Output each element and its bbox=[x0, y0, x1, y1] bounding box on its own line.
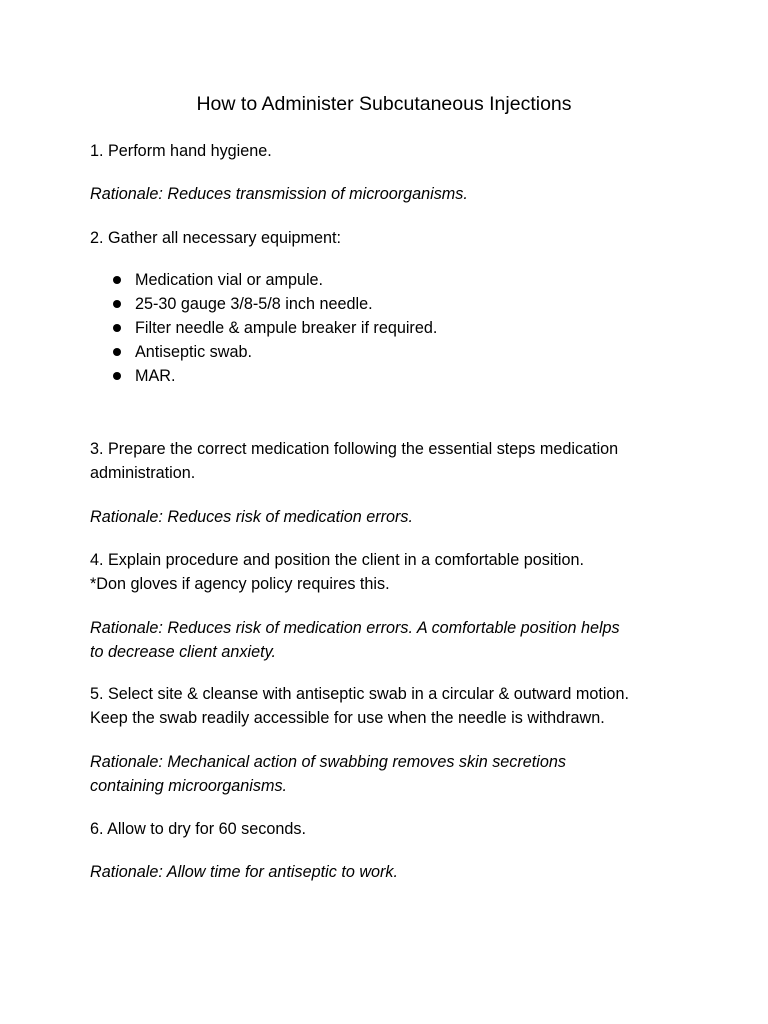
bullet-icon bbox=[113, 300, 121, 308]
list-item bbox=[110, 316, 437, 340]
step-3-line-2: administration. bbox=[90, 464, 196, 482]
rationale-1: Rationale: Reduces transmission of microorganisms. bbox=[90, 185, 468, 203]
step-3-line-1: 3. Prepare the correct medication following the essential steps medication bbox=[90, 440, 619, 458]
rationale-5-line-2: containing microorganisms. bbox=[90, 777, 288, 795]
step-4 bbox=[90, 548, 690, 596]
step-1: 1. Perform hand hygiene. bbox=[90, 142, 272, 160]
rationale-4 bbox=[90, 616, 690, 664]
rationale-6: Rationale: Allow time for antiseptic to work. bbox=[90, 863, 398, 881]
step-4-line-2: *Don gloves if agency policy requires this. bbox=[90, 575, 390, 593]
list-item-text: Antiseptic swab. bbox=[135, 343, 252, 361]
document-title: How to Administer Subcutaneous Injections bbox=[196, 93, 572, 115]
list-item-text: Medication vial or ampule. bbox=[135, 271, 324, 289]
list-item-text: 25-30 gauge 3/8-5/8 inch needle. bbox=[135, 295, 373, 313]
step-4-line-1: 4. Explain procedure and position the client in a comfortable position. bbox=[90, 551, 585, 569]
step-3 bbox=[90, 437, 690, 485]
bullet-icon bbox=[113, 348, 121, 356]
bullet-icon bbox=[113, 324, 121, 332]
rationale-4-line-2: to decrease client anxiety. bbox=[90, 643, 276, 661]
rationale-4-line-1: Rationale: Reduces risk of medication errors. A comfortable position helps bbox=[90, 619, 620, 637]
bullet-icon bbox=[113, 276, 121, 284]
list-item bbox=[110, 292, 437, 316]
bullet-icon bbox=[113, 372, 121, 380]
list-item bbox=[110, 364, 437, 388]
rationale-3: Rationale: Reduces risk of medication errors. bbox=[90, 508, 413, 526]
rationale-5-line-1: Rationale: Mechanical action of swabbing removes skin secretions bbox=[90, 753, 566, 771]
rationale-5 bbox=[90, 750, 690, 798]
step-5 bbox=[90, 682, 690, 730]
step-5-line-1: 5. Select site & cleanse with antiseptic swab in a circular & outward motion. bbox=[90, 685, 629, 703]
step-5-line-2: Keep the swab readily accessible for use when the needle is withdrawn. bbox=[90, 709, 605, 727]
list-item bbox=[110, 268, 437, 292]
list-item-text: Filter needle & ampule breaker if required. bbox=[135, 319, 438, 337]
list-item bbox=[110, 340, 437, 364]
step-2: 2. Gather all necessary equipment: bbox=[90, 229, 342, 247]
equipment-list bbox=[110, 268, 437, 388]
step-6: 6. Allow to dry for 60 seconds. bbox=[90, 820, 306, 838]
list-item-text: MAR. bbox=[135, 367, 176, 385]
